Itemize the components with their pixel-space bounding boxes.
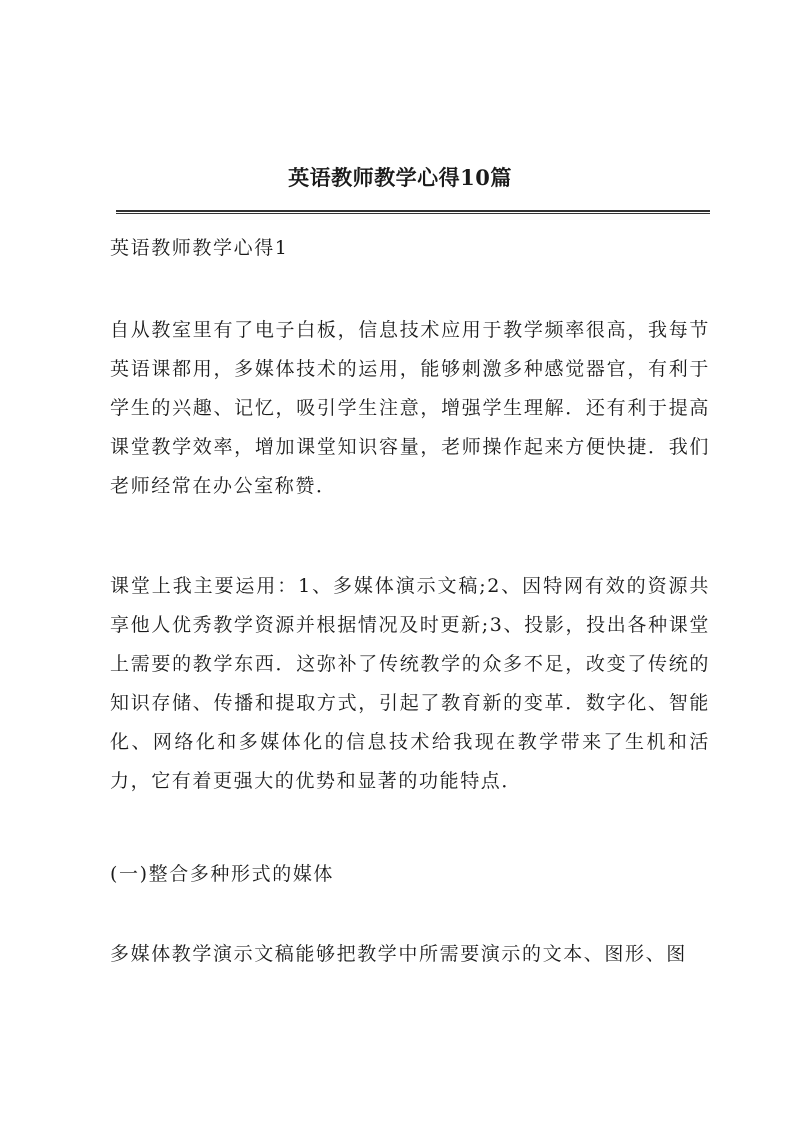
paragraph: 课堂上我主要运用：1、多媒体演示文稿;2、因特网有效的资源共享他人优秀教学资源并根据情况及时更新;3、投影，投出各种课堂上需要的教学东西．这弥补了传统教学的众多不足，改变了传统的知识存储、传播和提取方式，引起了教育新的变革．数字化、智能化、网络化和多媒体化的信息技术给我现在教学带来了生机和活力，它有着更强大的优势和显著的功能特点． xyxy=(110,575,710,792)
section-heading: 英语教师教学心得1 xyxy=(110,237,289,259)
paragraph: 多媒体教学演示文稿能够把教学中所需要演示的文本、图形、图 xyxy=(110,943,687,965)
document-title: 英语教师教学心得10篇 xyxy=(288,165,512,190)
title-divider xyxy=(116,210,710,214)
subheading: (一)整合多种形式的媒体 xyxy=(110,863,335,885)
paragraph: 自从教室里有了电子白板，信息技术应用于教学频率很高，我每节英语课都用，多媒体技术的运用，能够刺激多种感觉器官，有利于学生的兴趣、记忆，吸引学生注意，增强学生理解．还有利于提高课堂教学效率，增加课堂知识容量，老师操作起来方便快捷．我们老师经常在办公室称赞． xyxy=(110,319,710,497)
